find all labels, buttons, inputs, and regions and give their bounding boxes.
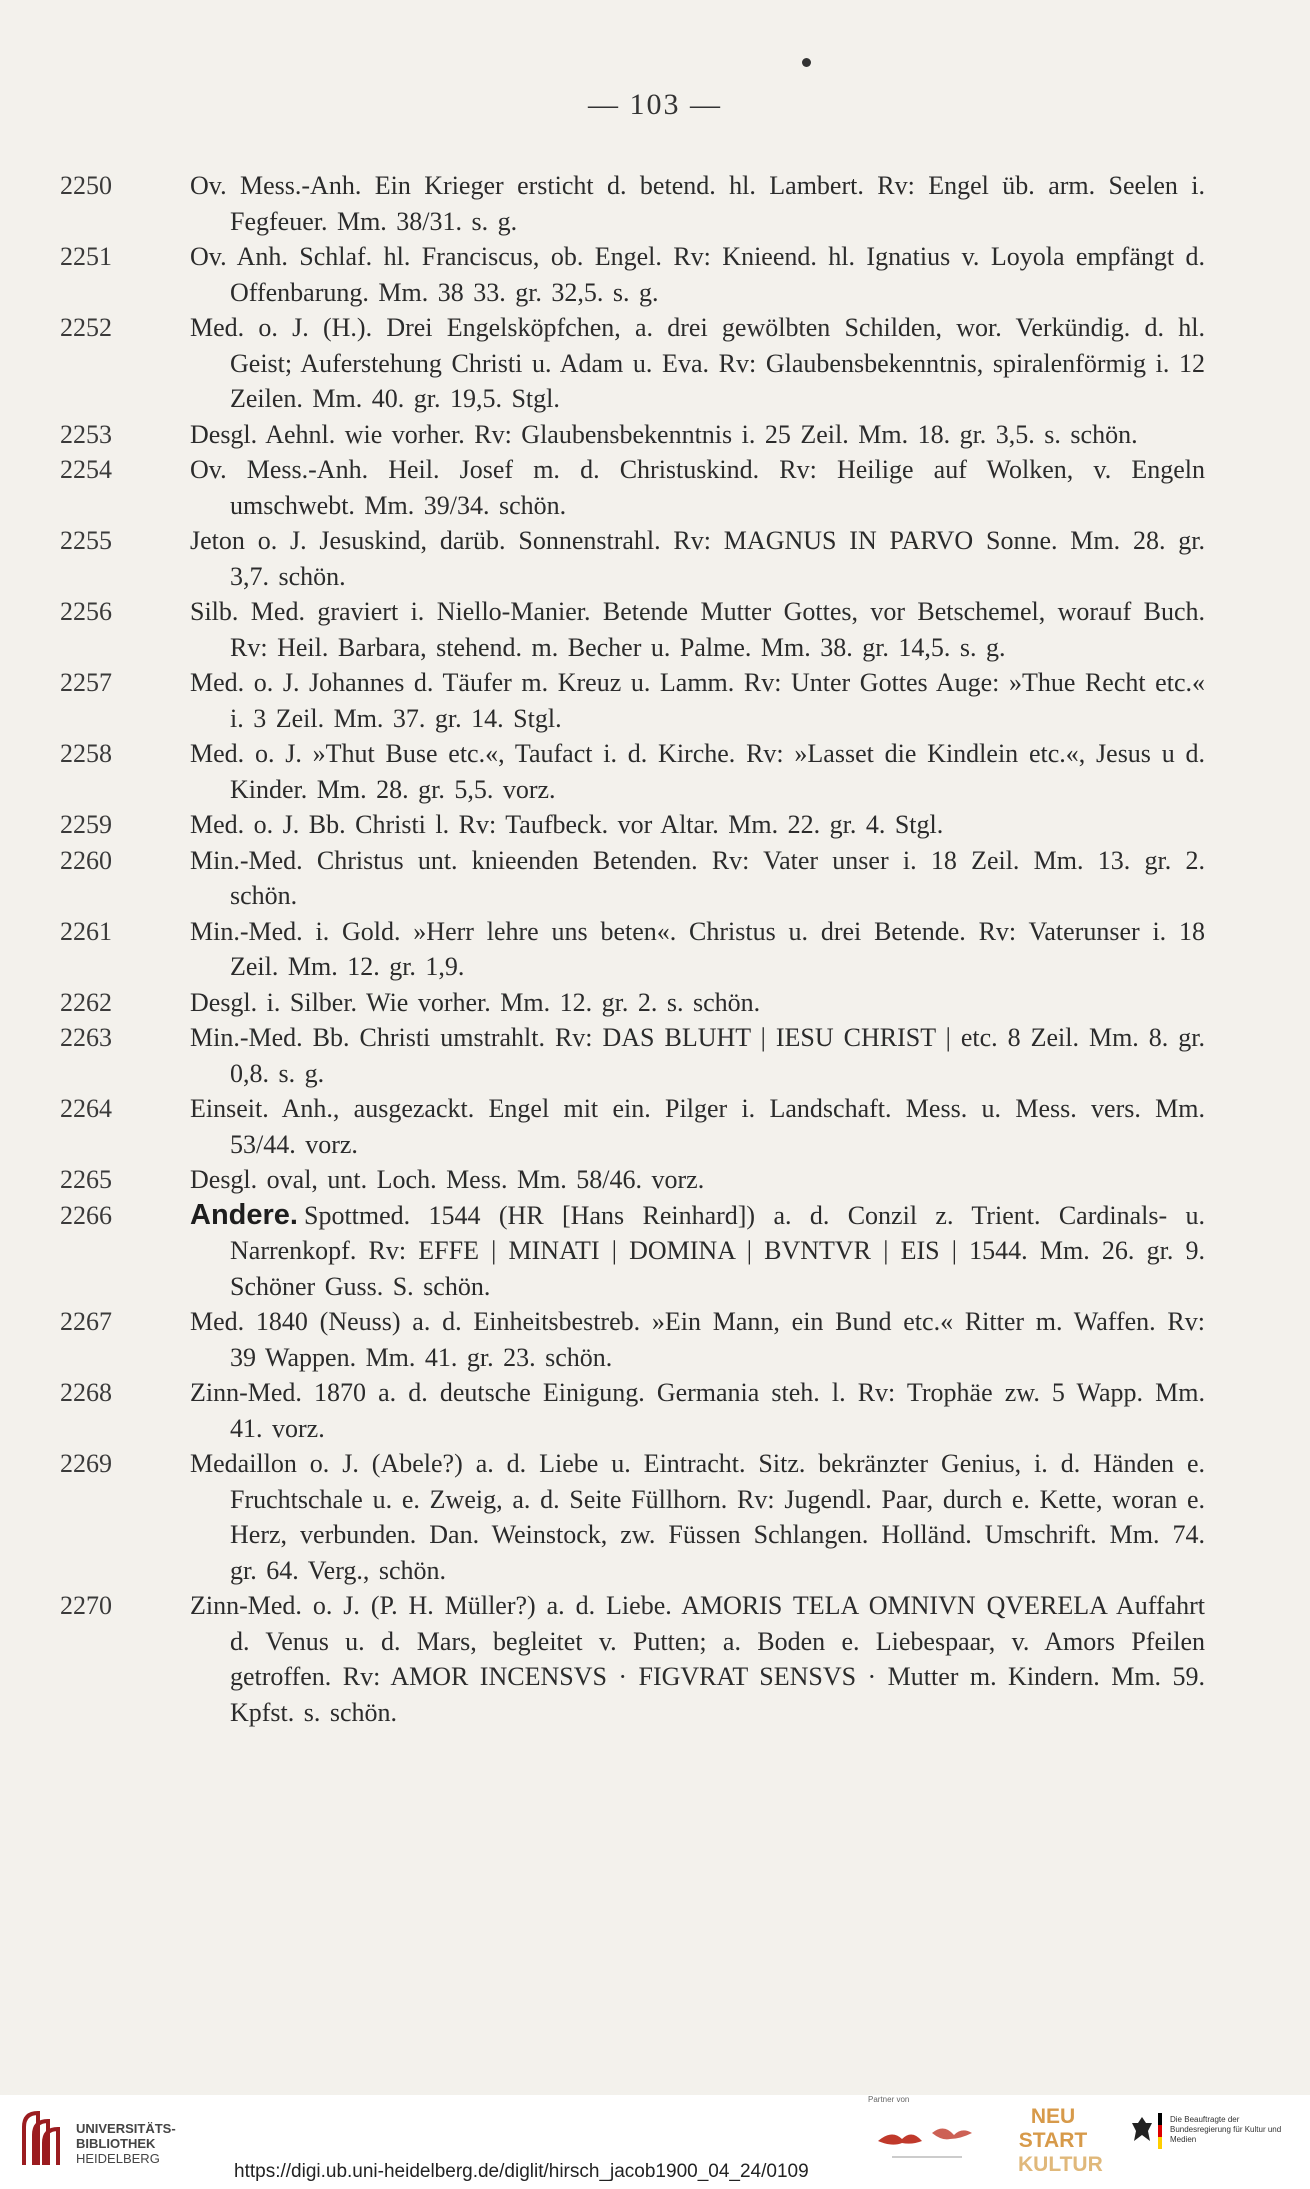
entry-text: Med. o. J. Johannes d. Täufer m. Kreuz u. Lamm. Rv: Unter Gottes Auge: »Thue Recht etc.« i. 3 Zeil. Mm. 37. gr. 14. Stgl. bbox=[190, 668, 1205, 733]
entry-number: 2266 bbox=[60, 1200, 112, 1230]
entry-description bbox=[190, 1198, 1205, 1305]
entry-number: 2258 bbox=[60, 739, 112, 768]
partner-bird-icon bbox=[872, 2109, 982, 2169]
entry-text: Med. o. J. (H.). Drei Engelsköpfchen, a. drei gewölbten Schilden, wor. Verkündig. d. hl. Geist; Auferstehung Christi u. Adam u. Eva. Rv: Glaubensbekenntnis, spiralenförmig i. 12 Zeilen. Mm. 40. gr. 19,5. Stgl. bbox=[190, 313, 1205, 413]
entry-text: Zinn-Med. 1870 a. d. deutsche Einigung. Germania steh. l. Rv: Trophäe zw. 5 Wapp. Mm. 41. vorz. bbox=[190, 1378, 1205, 1443]
catalog-entry bbox=[0, 1198, 1310, 1305]
entry-description bbox=[190, 310, 1205, 417]
entry-number: 2262 bbox=[60, 987, 112, 1017]
entry-description bbox=[190, 452, 1205, 523]
entry-description bbox=[190, 168, 1205, 239]
partner-label: Partner von bbox=[868, 2095, 910, 2104]
catalog-entry bbox=[0, 807, 1310, 843]
entry-description bbox=[190, 843, 1205, 914]
neustart-kultur-logo bbox=[1018, 2105, 1103, 2177]
catalog-entry bbox=[0, 665, 1310, 736]
entry-number: 2270 bbox=[60, 1591, 112, 1620]
entry-description bbox=[190, 1304, 1205, 1375]
catalog-entry bbox=[0, 1375, 1310, 1446]
entry-text: Med. o. J. »Thut Buse etc.«, Taufact i. d. Kirche. Rv: »Lasset die Kindlein etc.«, Jesus u d. Kinder. Mm. 28. gr. 5,5. vorz. bbox=[190, 739, 1205, 804]
catalog-entry bbox=[0, 239, 1310, 310]
entry-text: Ov. Mess.-Anh. Heil. Josef m. d. Christuskind. Rv: Heilige auf Wolken, v. Engeln umschwebt. Mm. 39/34. schön. bbox=[190, 455, 1205, 520]
source-url[interactable]: https://digi.ub.uni-heidelberg.de/diglit/hirsch_jacob1900_04_24/0109 bbox=[234, 2161, 809, 2182]
german-flag-icon bbox=[1158, 2113, 1162, 2149]
page-number: — 103 — bbox=[588, 88, 722, 121]
entry-number: 2250 bbox=[60, 171, 112, 200]
catalog-entry bbox=[0, 985, 1310, 1021]
catalog-entries bbox=[0, 168, 1310, 1730]
catalog-entry bbox=[0, 914, 1310, 985]
entry-number: 2254 bbox=[60, 455, 112, 484]
entry-description bbox=[190, 1375, 1205, 1446]
entry-text: Zinn-Med. o. J. (P. H. Müller?) a. d. Liebe. AMORIS TELA OMNIVN QVERELA Auffahrt d. Venus u. d. Mars, begleitet v. Putten; a. Boden e. Liebespaar, v. Amors Pfeilen getroffen. Rv: AMOR INCENSVS · FIGVRAT SENSVS · Mutter m. Kindern. Mm. 59. Kpfst. s. schön. bbox=[190, 1591, 1205, 1727]
catalog-entry bbox=[0, 523, 1310, 594]
entry-description bbox=[190, 985, 1205, 1021]
entry-text: Desgl. i. Silber. Wie vorher. Mm. 12. gr. 2. s. schön. bbox=[190, 987, 761, 1017]
entry-description bbox=[190, 807, 1205, 843]
ink-dot bbox=[802, 58, 811, 67]
federal-eagle-icon bbox=[1130, 2115, 1154, 2143]
catalog-entry bbox=[0, 736, 1310, 807]
entry-text: Med. o. J. Bb. Christi l. Rv: Taufbeck. vor Altar. Mm. 22. gr. 4. Stgl. bbox=[190, 810, 944, 839]
entry-description bbox=[190, 1446, 1205, 1588]
entry-description bbox=[190, 239, 1205, 310]
university-logo-icon bbox=[18, 2105, 68, 2171]
catalog-entry bbox=[0, 1304, 1310, 1375]
ministry-text: Die Beauftragte der Bundesregierung für Kultur und Medien bbox=[1170, 2115, 1282, 2144]
entry-number: 2263 bbox=[60, 1023, 112, 1052]
library-name-line2: BIBLIOTHEK bbox=[76, 2136, 156, 2151]
entry-text: Medaillon o. J. (Abele?) a. d. Liebe u. Eintracht. Sitz. bekränzter Genius, i. d. Händen e. Fruchtschale u. e. Zweig, a. d. Seite Füllhorn. Rv: Jugendl. Paar, durch e. Kette, woran e. Herz, verbunden. Dan. Weinstock, zw. Füssen Schlangen. Holländ. Umschrift. Mm. 74. gr. 64. Verg., schön. bbox=[190, 1449, 1205, 1585]
entry-description bbox=[190, 1588, 1205, 1730]
catalog-entry bbox=[0, 1588, 1310, 1730]
entry-description bbox=[190, 523, 1205, 594]
library-name-line3: HEIDELBERG bbox=[76, 2151, 160, 2166]
catalog-entry bbox=[0, 452, 1310, 523]
catalog-entry bbox=[0, 843, 1310, 914]
catalog-entry bbox=[0, 168, 1310, 239]
footer-bar bbox=[0, 2095, 1310, 2189]
catalog-entry bbox=[0, 594, 1310, 665]
university-name bbox=[76, 2121, 176, 2166]
entry-number: 2260 bbox=[60, 845, 112, 875]
entry-number: 2265 bbox=[60, 1165, 112, 1194]
neustart-line3: KULTUR bbox=[1018, 2153, 1103, 2176]
entry-description bbox=[190, 1020, 1205, 1091]
catalog-entry bbox=[0, 1446, 1310, 1588]
entry-description bbox=[190, 1091, 1205, 1162]
entry-number: 2252 bbox=[60, 313, 112, 342]
entry-text: Med. 1840 (Neuss) a. d. Einheitsbestreb. »Ein Mann, ein Bund etc.« Ritter m. Waffen. Rv: 39 Wappen. Mm. 41. gr. 23. schön. bbox=[190, 1307, 1205, 1372]
catalog-entry bbox=[0, 1020, 1310, 1091]
entry-number: 2251 bbox=[60, 242, 112, 271]
entry-number: 2255 bbox=[60, 526, 112, 555]
entry-text: Jeton o. J. Jesuskind, darüb. Sonnenstrahl. Rv: MAGNUS IN PARVO Sonne. Mm. 28. gr. 3,7. schön. bbox=[190, 526, 1205, 591]
entry-number: 2256 bbox=[60, 597, 112, 626]
library-name-line1: UNIVERSITÄTS- bbox=[76, 2121, 176, 2136]
entry-description bbox=[190, 594, 1205, 665]
entry-text: Min.-Med. Christus unt. knieenden Betenden. Rv: Vater unser i. 18 Zeil. Mm. 13. gr. 2. schön. bbox=[190, 845, 1205, 910]
neustart-line1: NEU bbox=[1030, 2105, 1076, 2128]
entry-number: 2267 bbox=[60, 1307, 112, 1336]
catalog-entry bbox=[0, 417, 1310, 453]
entry-number: 2269 bbox=[60, 1449, 112, 1478]
entry-text: Ov. Anh. Schlaf. hl. Franciscus, ob. Engel. Rv: Knieend. hl. Ignatius v. Loyola empfängt d. Offenbarung. Mm. 38 33. gr. 32,5. s. g. bbox=[190, 242, 1205, 307]
entry-description bbox=[190, 1162, 1205, 1198]
neustart-line2: START bbox=[1018, 2129, 1088, 2152]
entry-description bbox=[190, 417, 1205, 453]
entry-number: 2259 bbox=[60, 810, 112, 839]
entry-text: Spottmed. 1544 (HR [Hans Reinhard]) a. d. Conzil z. Trient. Cardinals- u. Narrenkopf. Rv: EFFE | MINATI | DOMINA | BVNTVR | EIS | 1544. Mm. 26. gr. 9. Schöner Guss. S. schön. bbox=[230, 1200, 1205, 1301]
entry-description bbox=[190, 914, 1205, 985]
catalog-entry bbox=[0, 310, 1310, 417]
entry-text: Ov. Mess.-Anh. Ein Krieger ersticht d. betend. hl. Lambert. Rv: Engel üb. arm. Seelen i. Fegfeuer. Mm. 38/31. s. g. bbox=[190, 171, 1205, 236]
entry-text: Min.-Med. Bb. Christi umstrahlt. Rv: DAS BLUHT | IESU CHRIST | etc. 8 Zeil. Mm. 8. gr. 0,8. s. g. bbox=[190, 1023, 1205, 1088]
catalog-entry bbox=[0, 1162, 1310, 1198]
entry-number: 2261 bbox=[60, 916, 112, 946]
entry-description bbox=[190, 736, 1205, 807]
entry-number: 2268 bbox=[60, 1378, 112, 1407]
entry-description bbox=[190, 665, 1205, 736]
entry-text: Desgl. oval, unt. Loch. Mess. Mm. 58/46. vorz. bbox=[190, 1165, 705, 1194]
entry-number: 2253 bbox=[60, 419, 112, 449]
catalog-entry bbox=[0, 1091, 1310, 1162]
entry-text: Einseit. Anh., ausgezackt. Engel mit ein. Pilger i. Landschaft. Mess. u. Mess. vers. Mm. 53/44. vorz. bbox=[190, 1094, 1205, 1159]
entry-text: Silb. Med. graviert i. Niello-Manier. Betende Mutter Gottes, vor Betschemel, worauf Buch. Rv: Heil. Barbara, stehend. m. Becher u. Palme. Mm. 38. gr. 14,5. s. g. bbox=[190, 597, 1205, 662]
entry-text: Desgl. Aehnl. wie vorher. Rv: Glaubensbekenntnis i. 25 Zeil. Mm. 18. gr. 3,5. s. schön. bbox=[190, 419, 1138, 449]
entry-number: 2264 bbox=[60, 1094, 112, 1123]
entry-number: 2257 bbox=[60, 668, 112, 697]
section-heading: Andere. bbox=[190, 1198, 298, 1231]
entry-text: Min.-Med. i. Gold. »Herr lehre uns beten«. Christus u. drei Betende. Rv: Vaterunser i. 18 Zeil. Mm. 12. gr. 1,9. bbox=[190, 916, 1205, 981]
